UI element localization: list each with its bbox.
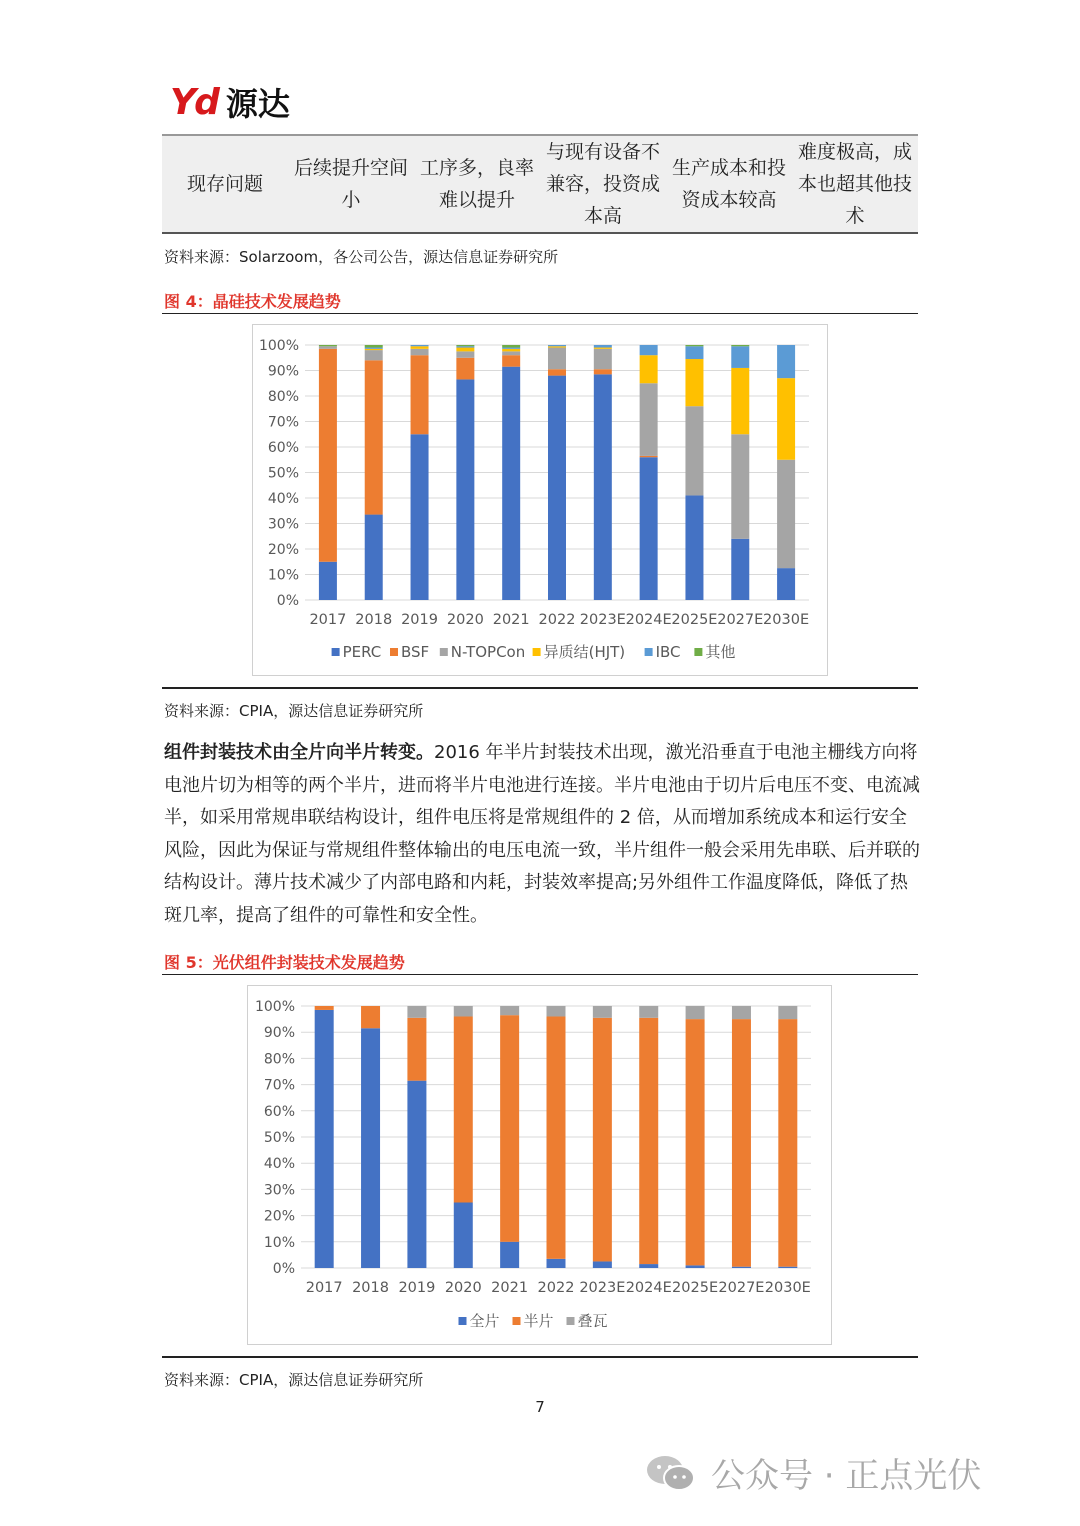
bar-segment [731,434,749,539]
bar-segment [639,1018,658,1264]
bar-segment [365,348,383,349]
x-tick-label: 2023E [579,612,626,628]
paragraph-lead: 组件封装技术由全片向半片转变。 [164,742,434,763]
bar-segment [319,562,337,600]
y-tick-label: 90% [263,1025,295,1042]
bar-segment [502,351,520,355]
y-tick-label: 70% [263,1077,295,1094]
figure-5-title: 图 5：光伏组件封装技术发展趋势 [164,953,405,972]
bar-segment [777,568,795,600]
logo-name: 源达 [225,85,290,123]
bar-segment [407,1081,426,1268]
legend-label: 全片 [469,1312,500,1330]
legend-label: BSF [401,643,430,661]
legend-swatch [513,1317,521,1325]
bar-segment [547,1006,566,1016]
legend-swatch [332,648,340,656]
bar-segment [456,348,474,352]
bar-segment [500,1015,519,1242]
body-paragraph [164,737,920,932]
company-logo [170,82,290,122]
bar-segment [640,383,658,456]
x-tick-label: 2022 [537,1280,575,1296]
bar-segment [315,1010,334,1268]
bar-segment [547,1016,566,1258]
y-tick-label: 70% [267,414,299,431]
y-tick-label: 40% [267,491,299,507]
divider [162,687,918,689]
legend-label: 半片 [523,1312,554,1330]
y-tick-label: 10% [263,1234,295,1251]
bar-segment [502,349,520,352]
bar-segment [365,345,383,348]
legend-swatch [459,1317,467,1325]
bar-segment [777,460,795,568]
bar-segment [454,1006,473,1016]
divider [162,313,918,314]
figure-5-chart-frame [247,985,832,1345]
bar-segment [685,406,703,495]
legend-swatch [694,648,702,656]
divider [162,974,918,975]
bar-segment [778,1267,797,1268]
bar-segment [594,349,612,369]
bar-segment [639,1264,658,1268]
bar-segment [456,379,474,600]
x-tick-label: 2023E [579,1280,626,1296]
bar-segment [365,350,383,360]
chart-legend [459,1312,608,1330]
y-tick-label: 50% [263,1130,295,1146]
figure-4-source: 资料来源：CPIA，源达信息证券研究所 [164,702,424,720]
table-cell-label: 现存问题 [186,173,263,195]
bar-segment [548,346,566,347]
bar-segment [593,1261,612,1268]
bar-segment [407,1018,426,1081]
comparison-table-row [162,134,918,234]
bar-segment [502,367,520,600]
bar-segment [315,1006,334,1010]
bar-segment [319,349,337,562]
x-tick-label: 2025E [672,1280,719,1296]
x-tick-label: 2021 [491,1280,529,1296]
bar-segment [500,1242,519,1268]
y-tick-label: 80% [267,389,299,405]
x-tick-label: 2017 [305,1280,343,1296]
watermark-text: 公众号 · 正点光伏 [711,1456,982,1496]
figure-5-chart [248,986,831,1344]
bar-segment [411,349,429,355]
bar-segment [456,346,474,347]
bar-segment [365,360,383,514]
bar-segment [594,345,612,348]
y-tick-label: 100% [254,999,295,1015]
bar-segment [411,345,429,346]
bar-segment [777,378,795,460]
figure-4-chart-frame [252,324,828,676]
bar-segment [778,1006,797,1019]
y-tick-label: 30% [263,1182,295,1199]
bar-segment [548,345,566,346]
legend-label: 其他 [705,643,736,661]
y-tick-label: 0% [276,593,299,609]
bar-segment [365,515,383,600]
bar-segment [594,348,612,349]
bar-segment [594,369,612,374]
bar-segment [732,1019,751,1267]
bar-segment [319,346,337,349]
table-source: 资料来源：Solarzoom，各公司公告，源达信息证券研究所 [164,248,559,266]
bar-segment [685,359,703,406]
legend-label: N-TOPCon [450,643,526,661]
bar-segment [411,434,429,600]
y-tick-label: 40% [263,1156,295,1173]
legend-swatch [567,1317,575,1325]
bar-segment [456,345,474,346]
y-tick-label: 80% [263,1051,295,1068]
bar-segment [640,345,658,355]
legend-label: IBC [655,643,681,661]
bar-segment [365,349,383,350]
legend-swatch [645,648,653,656]
bar-segment [732,1006,751,1019]
bar-segment [502,345,520,348]
wechat-icon [645,1453,697,1493]
x-tick-label: 2017 [309,612,347,628]
bar-segment [685,495,703,600]
x-tick-label: 2027E [717,612,764,628]
legend-label: 异质结(HJT) [543,643,626,661]
x-tick-label: 2030E [764,1280,811,1296]
bar-segment [456,351,474,357]
bar-segment [731,368,749,434]
bar-segment [361,1006,380,1028]
y-tick-label: 10% [267,567,299,584]
bar-segment [639,1006,658,1018]
bar-segment [319,345,337,346]
bar-segment [454,1016,473,1202]
table-cell: 后续提升空间小 [294,157,409,211]
watermark [645,1448,981,1497]
bar-segment [686,1019,705,1265]
y-tick-label: 20% [263,1208,295,1225]
bar-segment [411,355,429,434]
y-tick-label: 60% [267,440,299,456]
bar-segment [686,1265,705,1268]
x-tick-label: 2025E [671,612,718,628]
figure-4-title: 图 4：晶硅技术发展趋势 [164,292,341,311]
x-tick-label: 2019 [401,612,438,628]
y-tick-label: 0% [272,1261,295,1277]
bar-segment [548,348,566,370]
bar-segment [407,1006,426,1018]
chart-legend [332,643,736,661]
x-tick-label: 2019 [398,1280,436,1296]
y-tick-label: 50% [267,465,299,482]
bar-segment [685,345,703,346]
bar-segment [640,456,658,457]
figure-5-source: 资料来源：CPIA，源达信息证券研究所 [164,1371,424,1389]
x-tick-label: 2022 [538,612,576,628]
bar-segment [502,348,520,349]
page-number: 7 [535,1398,545,1416]
y-tick-label: 100% [258,338,299,354]
y-tick-label: 60% [263,1103,295,1120]
bar-segment [731,345,749,346]
bar-segment [593,1018,612,1262]
bar-segment [685,346,703,359]
bar-segment [731,539,749,600]
x-tick-label: 2020 [446,612,484,628]
bar-segment [594,374,612,600]
x-tick-label: 2030E [763,612,810,628]
x-tick-label: 2018 [355,612,393,628]
y-tick-label: 30% [267,516,299,533]
legend-swatch [390,648,398,656]
table-cell: 难度极高，成本也超其他技术 [798,141,913,227]
x-tick-label: 2021 [492,612,530,628]
x-tick-label: 2027E [718,1280,765,1296]
x-tick-label: 2020 [444,1280,482,1296]
y-tick-label: 20% [267,542,299,558]
bar-segment [640,355,658,383]
table-cell: 与现有设备不兼容，投资成本高 [546,141,661,227]
bar-segment [547,1259,566,1268]
legend-label: PERC [342,643,382,661]
figure-4-chart [253,325,827,675]
bar-segment [686,1006,705,1019]
bar-segment [456,358,474,380]
bar-segment [502,355,520,366]
paragraph-text: 2016 年半片封装技术出现，激光沿垂直于电池主栅线方向将电池片切为相等的两个半片，进而将半片电池进行连接。半片电池由于切片后电压不变、电流减半，如采用常规串联结构设计，组件电压将是常规组件的 2 倍，从而增加系统成本和运行安全风险，因此为保证与常规组件整体输出的电压电流一致，半片组件一般会采用先串联、后并联的结构设计。薄片技术减少了内部电路和内耗，封装效率提高;另外组件工作温度降低，降低了热斑几率，提高了组件的可靠性和安全性。 [164,742,920,926]
bar-segment [454,1203,473,1269]
bar-segment [593,1006,612,1018]
legend-swatch [440,648,448,656]
x-tick-label: 2018 [352,1280,389,1296]
bar-segment [777,345,795,378]
legend-swatch [533,648,541,656]
bar-segment [731,346,749,368]
divider [162,1356,918,1358]
x-tick-label: 2024E [625,1280,672,1296]
bar-segment [732,1267,751,1268]
bar-segment [500,1006,519,1015]
bar-segment [778,1019,797,1267]
bar-segment [548,376,566,600]
bar-segment [548,369,566,375]
table-cell: 生产成本和投资成本较高 [672,157,787,211]
bar-segment [411,346,429,349]
x-tick-label: 2024E [625,612,672,628]
y-tick-label: 90% [267,363,299,380]
logo-mark: Yd [170,81,218,123]
bar-segment [361,1028,380,1268]
legend-label: 叠瓦 [577,1312,608,1330]
bar-segment [640,457,658,600]
table-cell: 工序多，良率难以提升 [420,157,535,211]
